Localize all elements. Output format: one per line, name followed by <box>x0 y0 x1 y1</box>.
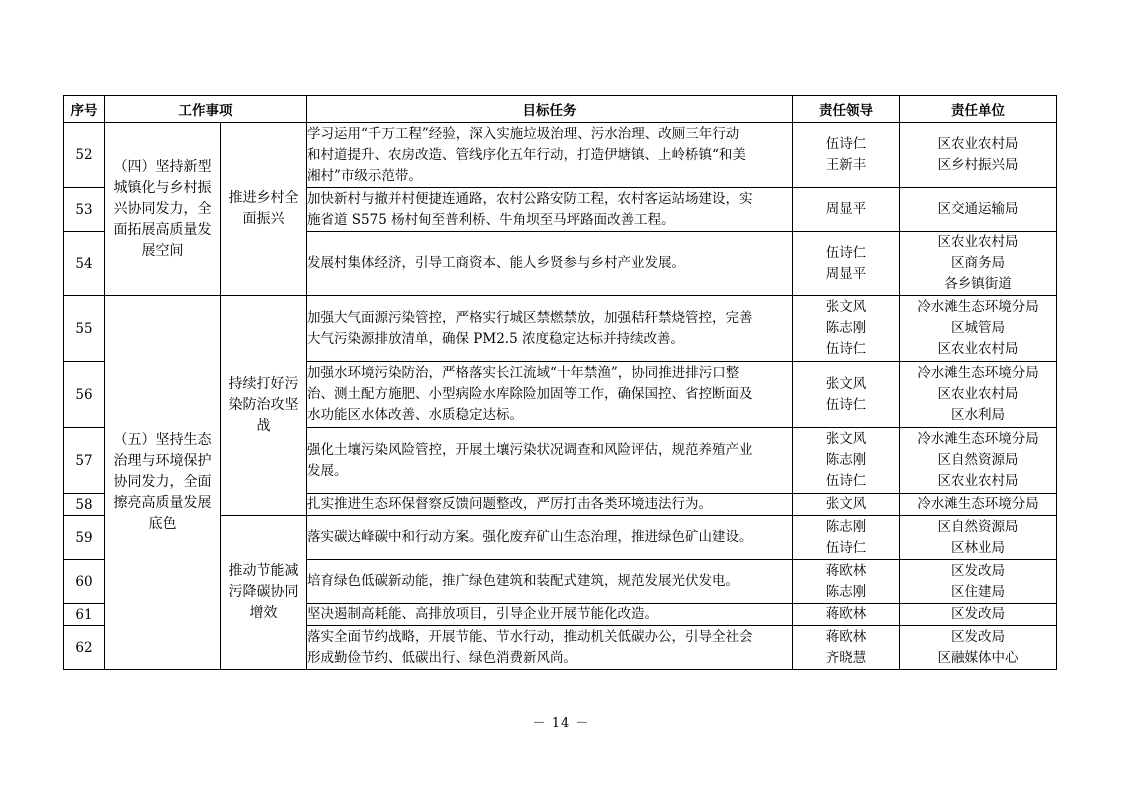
category-line: 面拓展高质量发 <box>113 221 212 238</box>
task-line: 治、测土配方施肥、小型病险水库除险加固等工作，确保国控、省控断面及 <box>307 386 753 402</box>
task-line: 培育绿色低碳新动能，推广绿色建筑和装配式建筑，规范发展光伏发电。 <box>307 573 739 589</box>
row-number: 53 <box>64 188 105 232</box>
task-line: 坚决遏制高耗能、高排放项目，引导企业开展节能化改造。 <box>307 606 658 622</box>
task-cell <box>307 560 793 604</box>
subcategory-line: 染防治攻坚 <box>228 397 299 413</box>
unit-name: 区林业局 <box>951 539 1005 556</box>
task-line: 加强水环境污染防治，严格落实长江流域“十年禁渔”，协同推进排污口整 <box>307 365 740 381</box>
leader-name: 周显平 <box>825 201 867 217</box>
row-number: 60 <box>64 560 105 604</box>
row-number: 55 <box>64 296 105 362</box>
category-line: 展空间 <box>141 242 184 259</box>
task-cell <box>307 232 793 296</box>
table-row <box>64 296 1057 362</box>
unit-cell <box>900 494 1057 516</box>
unit-name: 区发改局 <box>951 606 1005 622</box>
subcategory-cell <box>221 123 307 296</box>
subcategory-line: 污降碳协同 <box>228 584 299 600</box>
unit-cell <box>900 626 1057 670</box>
task-cell <box>307 516 793 560</box>
leader-name: 张文风 <box>825 375 867 392</box>
unit-cell <box>900 560 1057 604</box>
unit-name: 区农业农村局 <box>937 473 1019 489</box>
unit-name: 冷水滩生态环境分局 <box>917 299 1039 315</box>
unit-name: 区城管局 <box>951 320 1005 336</box>
leader-name: 蒋欧林 <box>825 628 867 645</box>
responsibility-table <box>63 95 1057 670</box>
task-line: 加强大气面源污染管控，严格实行城区禁燃禁放，加强秸秆禁烧管控，完善 <box>307 309 753 326</box>
subcategory-line: 持续打好污 <box>228 376 299 392</box>
unit-name: 区农业农村局 <box>937 136 1019 152</box>
leader-name: 陈志刚 <box>825 452 867 468</box>
leader-cell <box>793 626 900 670</box>
header-unit: 责任单位 <box>900 96 1057 123</box>
unit-name: 区住建局 <box>951 583 1005 600</box>
leader-cell <box>793 362 900 428</box>
subcategory-line: 推进乡村全 <box>228 190 299 206</box>
task-line: 落实全面节约战略，开展节能、节水行动，推动机关低碳办公，引导全社会 <box>307 628 753 645</box>
leader-name: 伍诗仁 <box>825 396 867 413</box>
subcategory-line: 推动节能减 <box>228 563 299 579</box>
unit-name: 区农业农村局 <box>937 386 1019 402</box>
table-body <box>64 123 1057 670</box>
category-line: （四）坚持新型 <box>113 158 212 175</box>
leader-name: 王新丰 <box>825 157 867 173</box>
unit-name: 区融媒体中心 <box>937 649 1019 666</box>
task-cell <box>307 123 793 188</box>
task-line: 发展村集体经济，引导工商资本、能人乡贤参与乡村产业发展。 <box>307 255 685 271</box>
unit-name: 区农业农村局 <box>937 234 1019 250</box>
leader-name: 伍诗仁 <box>825 244 867 261</box>
subcategory-cell <box>221 516 307 670</box>
leader-name: 张文风 <box>825 299 867 315</box>
leader-name: 张文风 <box>825 496 867 512</box>
task-cell <box>307 626 793 670</box>
task-line: 学习运用“千万工程”经验，深入实施垃圾治理、污水治理、改厕三年行动 <box>307 125 740 142</box>
unit-cell <box>900 123 1057 188</box>
unit-name: 区发改局 <box>951 562 1005 579</box>
row-number: 56 <box>64 362 105 428</box>
leader-cell <box>793 428 900 494</box>
task-cell <box>307 494 793 516</box>
row-number: 57 <box>64 428 105 494</box>
category-line: 治理与环境保护 <box>113 453 212 469</box>
table-row <box>64 123 1057 188</box>
leader-cell <box>793 232 900 296</box>
leader-name: 陈志刚 <box>825 320 867 336</box>
unit-cell <box>900 362 1057 428</box>
unit-name: 冷水滩生态环境分局 <box>917 365 1039 381</box>
category-line: （五）坚持生态 <box>113 432 212 448</box>
leader-cell <box>793 494 900 516</box>
leader-cell <box>793 188 900 232</box>
subcategory-line: 面振兴 <box>242 211 285 227</box>
unit-name: 区交通运输局 <box>937 201 1019 217</box>
category-cell <box>105 123 221 296</box>
leader-name: 伍诗仁 <box>825 473 867 489</box>
category-line: 协同发力，全面 <box>113 474 212 490</box>
row-number: 62 <box>64 626 105 670</box>
category-line: 擦亮高质量发展 <box>113 495 212 511</box>
unit-name: 区自然资源局 <box>937 518 1019 535</box>
task-cell <box>307 362 793 428</box>
unit-cell <box>900 428 1057 494</box>
unit-cell <box>900 188 1057 232</box>
leader-cell <box>793 123 900 188</box>
category-line: 兴协同发力，全 <box>113 200 212 217</box>
task-cell <box>307 188 793 232</box>
task-line: 湘村”市级示范带。 <box>307 167 422 184</box>
leader-name: 伍诗仁 <box>825 539 867 556</box>
leader-name: 齐晓慧 <box>825 649 867 666</box>
unit-name: 各乡镇街道 <box>944 276 1012 292</box>
task-cell <box>307 296 793 362</box>
leader-name: 蒋欧林 <box>825 562 867 579</box>
unit-name: 冷水滩生态环境分局 <box>917 496 1039 512</box>
unit-cell <box>900 516 1057 560</box>
task-cell <box>307 428 793 494</box>
header-task: 目标任务 <box>307 96 793 123</box>
unit-name: 区发改局 <box>951 628 1005 645</box>
leader-cell <box>793 516 900 560</box>
leader-cell <box>793 604 900 626</box>
leader-name: 周显平 <box>825 265 867 282</box>
unit-cell <box>900 232 1057 296</box>
leader-name: 蒋欧林 <box>825 606 867 622</box>
category-line: 城镇化与乡村振 <box>113 179 212 196</box>
unit-name: 区农业农村局 <box>937 341 1019 357</box>
category-cell <box>105 296 221 670</box>
leader-name: 张文风 <box>825 431 867 447</box>
task-line: 大气污染源排放清单，确保 PM2.5 浓度稳定达标并持续改善。 <box>307 330 684 347</box>
unit-name: 区乡村振兴局 <box>937 157 1019 173</box>
task-line: 和村道提升、农房改造、管线序化五年行动，打造伊塘镇、上岭桥镇“和美 <box>307 146 746 163</box>
row-number: 52 <box>64 123 105 188</box>
row-number: 54 <box>64 232 105 296</box>
page-number: － 14 － <box>532 716 590 731</box>
row-number: 61 <box>64 604 105 626</box>
leader-name: 伍诗仁 <box>825 341 867 357</box>
task-line: 扎实推进生态环保督察反馈问题整改，严厉打击各类环境违法行为。 <box>307 496 712 512</box>
leader-cell <box>793 296 900 362</box>
task-line: 施省道 S575 杨村甸至普利桥、牛角坝至马坪路面改善工程。 <box>307 211 675 228</box>
leader-name: 伍诗仁 <box>825 136 867 152</box>
task-cell <box>307 604 793 626</box>
header-leader: 责任领导 <box>793 96 900 123</box>
task-line: 强化土壤污染风险管控，开展土壤污染状况调查和风险评估，规范养殖产业 <box>307 441 753 458</box>
category-line: 底色 <box>148 516 177 532</box>
task-line: 落实碳达峰碳中和行动方案。强化废弃矿山生态治理，推进绿色矿山建设。 <box>307 529 753 545</box>
subcategory-line: 战 <box>256 418 271 434</box>
task-line: 水功能区水体改善、水质稳定达标。 <box>307 407 523 423</box>
unit-name: 区水利局 <box>951 407 1005 423</box>
table-header-row <box>64 96 1057 123</box>
leader-name: 陈志刚 <box>825 518 867 535</box>
row-number: 59 <box>64 516 105 560</box>
subcategory-cell <box>221 296 307 516</box>
header-item: 工作事项 <box>105 96 307 123</box>
task-line: 加快新村与撤并村便捷连通路，农村公路安防工程，农村客运站场建设，实 <box>307 190 753 207</box>
subcategory-line: 增效 <box>249 605 278 621</box>
unit-cell <box>900 296 1057 362</box>
header-no: 序号 <box>64 96 105 123</box>
unit-name: 冷水滩生态环境分局 <box>917 431 1039 447</box>
unit-name: 区商务局 <box>951 255 1005 271</box>
unit-name: 区自然资源局 <box>937 452 1019 468</box>
row-number: 58 <box>64 494 105 516</box>
task-line: 形成勤俭节约、低碳出行、绿色消费新风尚。 <box>307 649 577 666</box>
unit-cell <box>900 604 1057 626</box>
leader-cell <box>793 560 900 604</box>
leader-name: 陈志刚 <box>825 583 867 600</box>
task-line: 发展。 <box>307 462 348 479</box>
